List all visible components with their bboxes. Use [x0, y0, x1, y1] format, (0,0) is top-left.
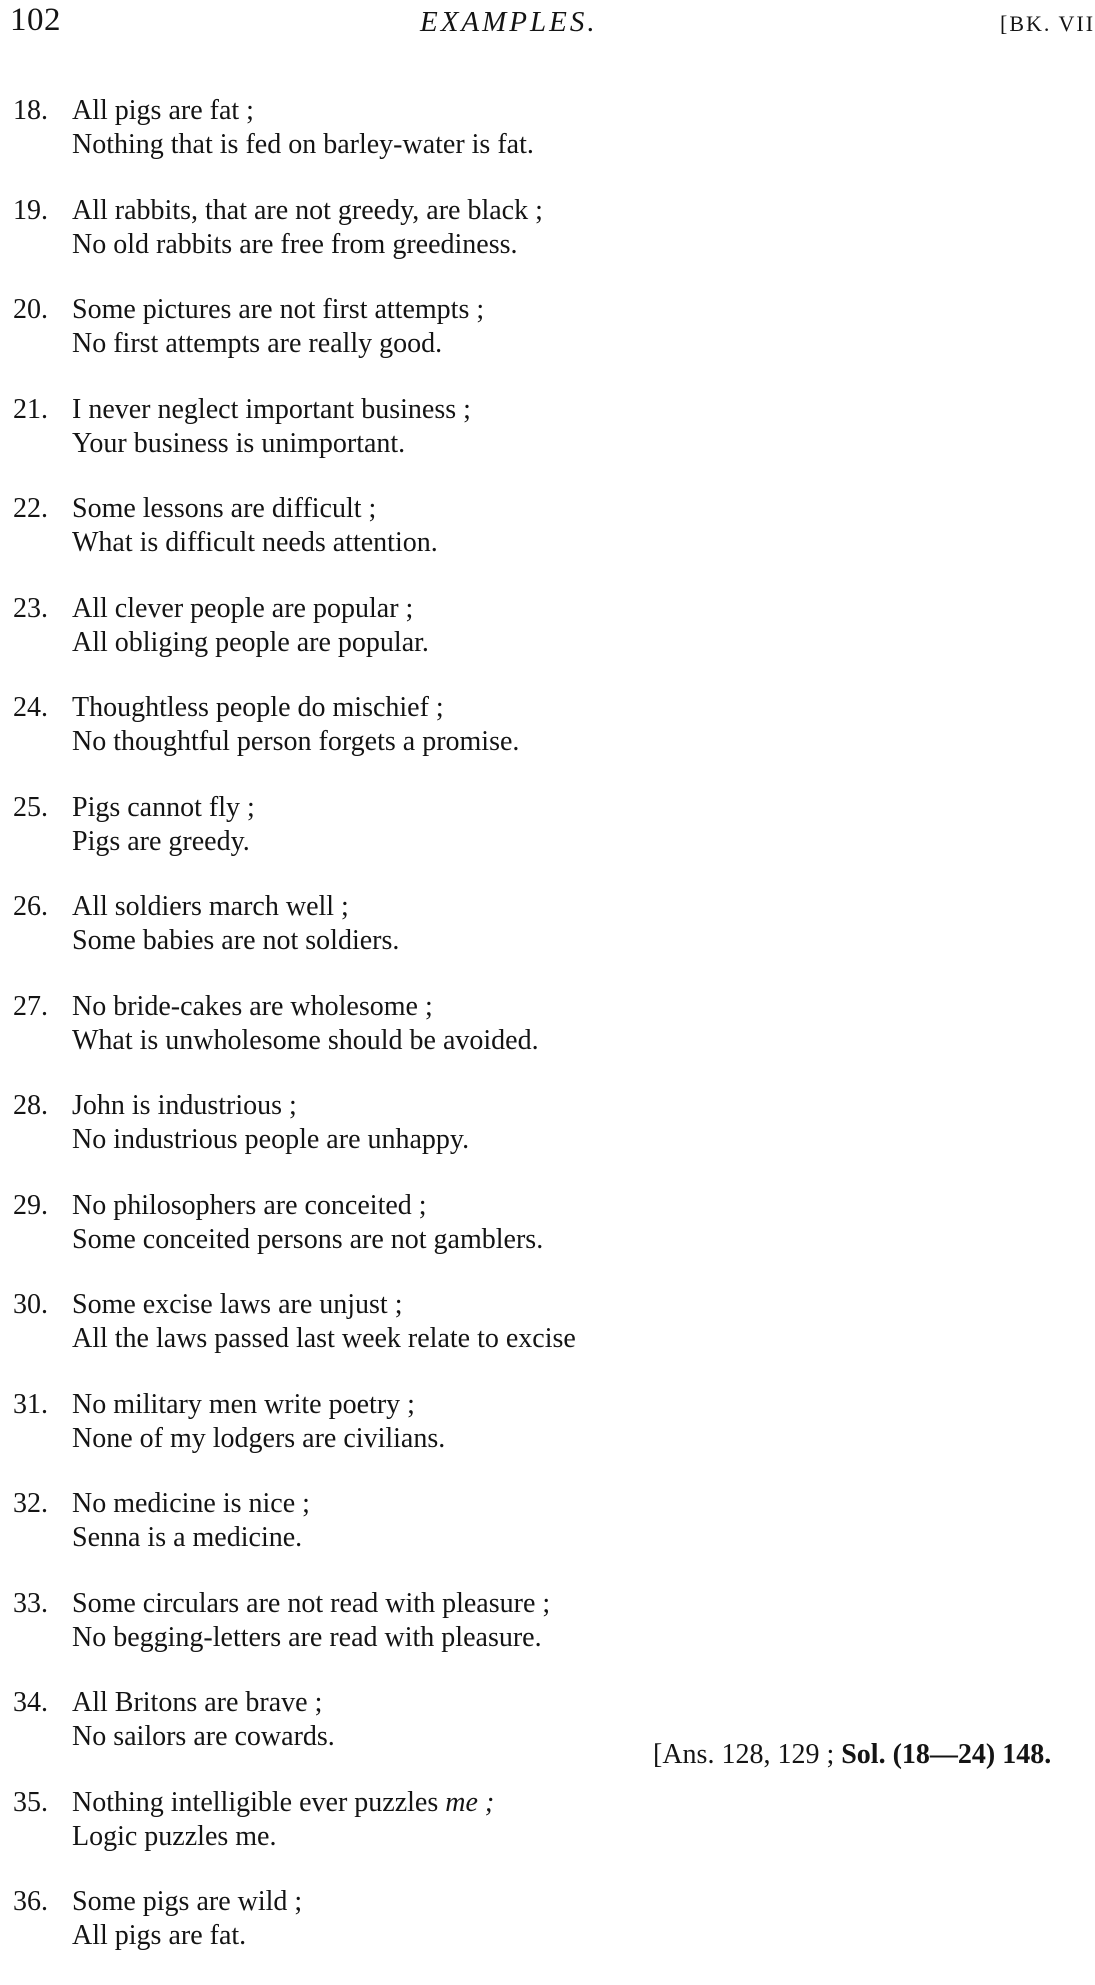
example-29 [0, 1189, 1044, 1289]
example-number: 19. [13, 194, 48, 226]
premise-1 [72, 1786, 494, 1820]
premise-1: All rabbits, that are not greedy, are black ; [72, 194, 543, 226]
answer-ref-sol: Sol. (18—24) 148. [841, 1739, 1052, 1770]
premise-2: None of my lodgers are civilians. [72, 1422, 446, 1454]
example-number: 20. [13, 294, 48, 325]
answer-ref-ans: [Ans. 128, 129 ; [653, 1739, 842, 1770]
example-22 [0, 492, 1044, 592]
premise-2: Logic puzzles me. [72, 1820, 277, 1852]
example-20 [0, 293, 1044, 393]
premise-2: Your business is unimportant. [72, 427, 406, 459]
example-number: 18. [13, 95, 48, 126]
example-31 [0, 1388, 1044, 1488]
answer-reference [653, 1739, 1051, 1771]
example-27 [0, 990, 1044, 1090]
example-number: 31. [13, 1388, 48, 1420]
example-36 [0, 1885, 1044, 1985]
premise-1: Some pigs are wild ; [72, 1886, 303, 1917]
premise-1: John is industrious ; [72, 1090, 297, 1121]
premise-2: No first attempts are really good. [72, 328, 443, 359]
example-28 [0, 1089, 1044, 1189]
premise-2: What is difficult needs attention. [72, 527, 438, 558]
premise-1: Some circulars are not read with pleasure ; [72, 1587, 551, 1619]
example-number: 21. [13, 393, 48, 425]
example-23 [0, 592, 1044, 692]
example-number: 28. [13, 1090, 48, 1121]
premise-1-end: ; [477, 1786, 495, 1818]
example-18 [0, 94, 1044, 194]
premise-2: No industrious people are unhappy. [72, 1124, 470, 1155]
premise-1: Some pictures are not first attempts ; [72, 294, 485, 325]
example-number: 36. [13, 1886, 48, 1917]
premise-1: Pigs cannot fly ; [72, 791, 255, 823]
premise-2: All the laws passed last week relate to excise [72, 1323, 576, 1354]
premise-2: Pigs are greedy. [72, 825, 250, 857]
example-19 [0, 194, 1044, 294]
example-number: 24. [13, 692, 48, 723]
premise-1: No philosophers are conceited ; [72, 1189, 427, 1221]
example-number: 34. [13, 1687, 48, 1718]
premise-2: Nothing that is fed on barley-water is fat. [72, 129, 534, 160]
premise-1: Thoughtless people do mischief ; [72, 692, 444, 723]
example-32 [0, 1487, 1044, 1587]
premise-2: No sailors are cowards. [72, 1721, 335, 1752]
running-title: EXAMPLES. [420, 6, 598, 38]
example-number: 26. [13, 891, 48, 922]
premise-1: No bride-cakes are wholesome ; [72, 990, 433, 1022]
premise-2: All pigs are fat. [72, 1920, 247, 1951]
premise-1: No medicine is nice ; [72, 1488, 310, 1519]
premise-1: All soldiers march well ; [72, 891, 349, 922]
premise-2: Senna is a medicine. [72, 1522, 303, 1553]
premise-1: I never neglect important business ; [72, 393, 471, 425]
premise-1-emphasis: me [445, 1786, 478, 1818]
premise-1: All pigs are fat ; [72, 95, 254, 126]
example-26 [0, 890, 1044, 990]
premise-2: All obliging people are popular. [72, 626, 429, 658]
example-35 [0, 1786, 1044, 1886]
premise-2: No begging-letters are read with pleasure. [72, 1621, 542, 1653]
example-number: 32. [13, 1488, 48, 1519]
example-21 [0, 393, 1044, 493]
page-number: 102 [10, 2, 61, 38]
example-number: 27. [13, 990, 48, 1022]
example-number: 23. [13, 592, 48, 624]
example-25 [0, 791, 1044, 891]
premise-1: Some excise laws are unjust ; [72, 1289, 403, 1320]
premise-1: All Britons are brave ; [72, 1687, 323, 1718]
premise-1: No military men write poetry ; [72, 1388, 415, 1420]
example-24 [0, 691, 1044, 791]
premise-1: All clever people are popular ; [72, 592, 414, 624]
premise-2: Some conceited persons are not gamblers. [72, 1223, 544, 1255]
premise-1-main: Nothing intelligible ever puzzles [72, 1786, 446, 1818]
examples-list [0, 94, 1044, 1985]
premise-1: Some lessons are difficult ; [72, 493, 377, 524]
example-number: 33. [13, 1587, 48, 1619]
example-number: 25. [13, 791, 48, 823]
page-header [0, 2, 1095, 52]
example-number: 29. [13, 1189, 48, 1221]
example-number: 30. [13, 1289, 48, 1320]
book-reference: [BK. VII [1000, 11, 1095, 36]
example-33 [0, 1587, 1044, 1687]
premise-2: No thoughtful person forgets a promise. [72, 726, 520, 757]
premise-2: What is unwholesome should be avoided. [72, 1024, 539, 1056]
example-number: 35. [13, 1786, 48, 1818]
premise-2: No old rabbits are free from greediness. [72, 228, 518, 260]
premise-2: Some babies are not soldiers. [72, 925, 400, 956]
example-30 [0, 1288, 1044, 1388]
example-number: 22. [13, 493, 48, 524]
